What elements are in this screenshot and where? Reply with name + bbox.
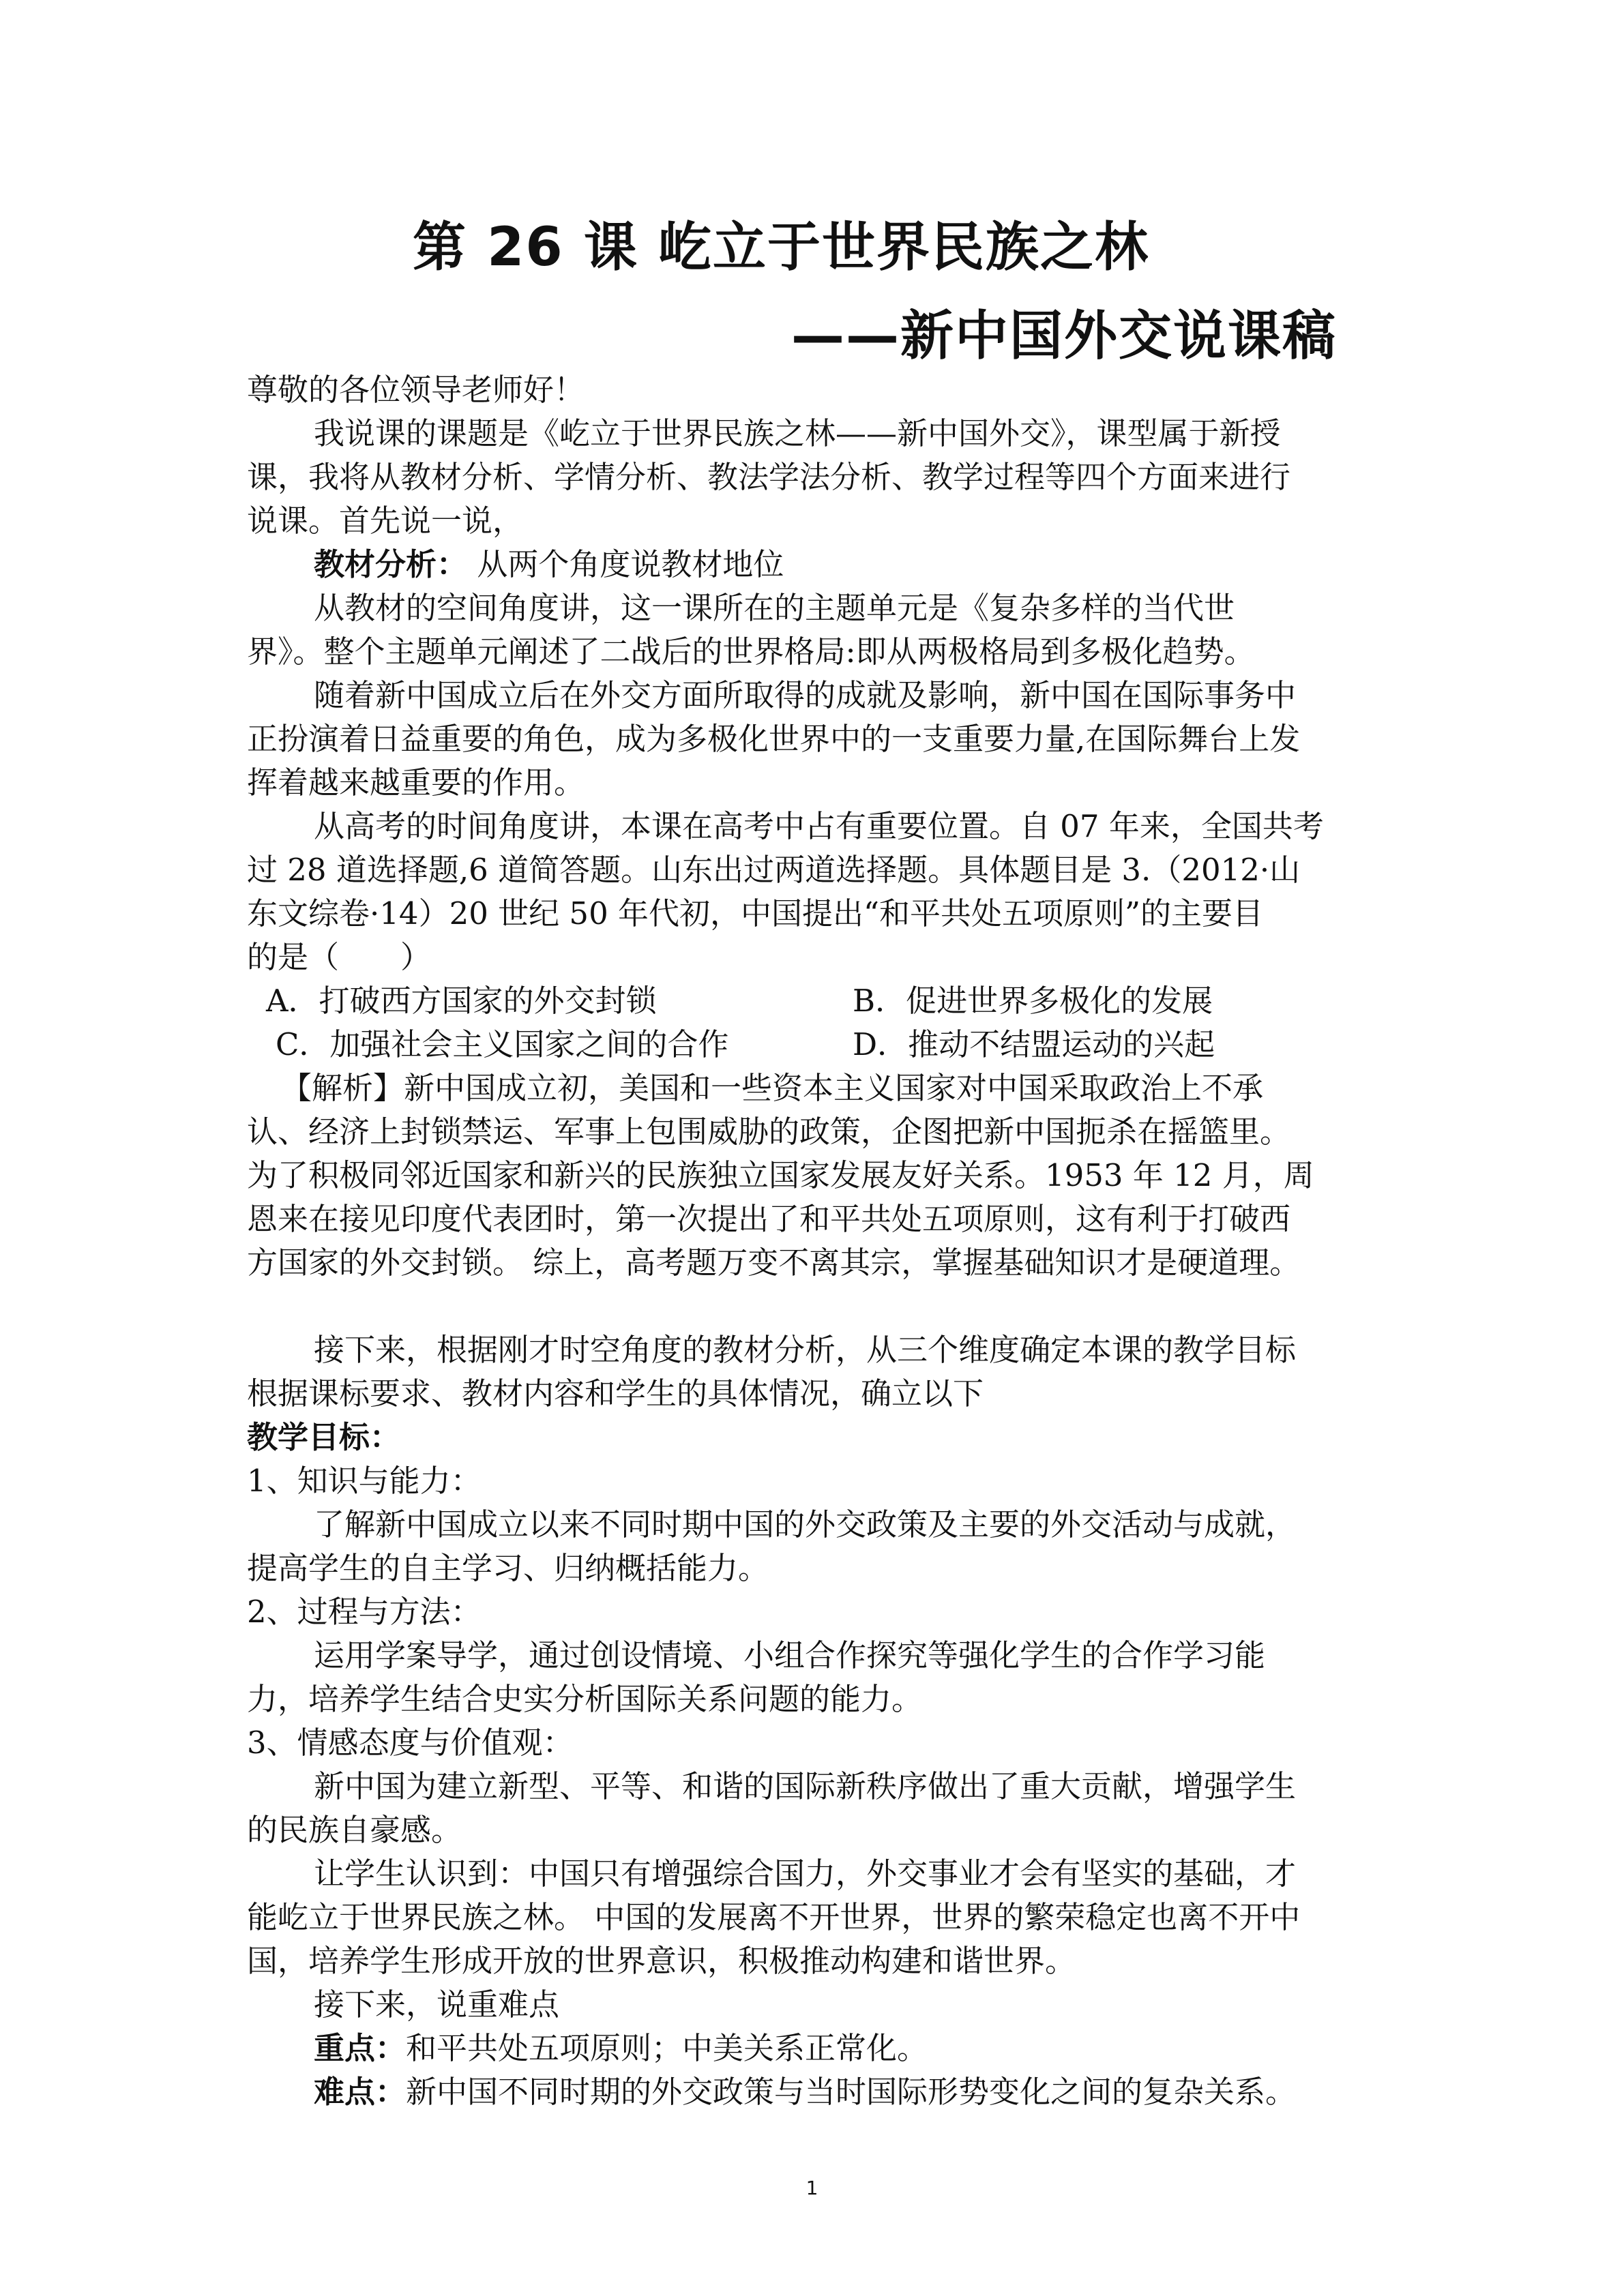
intro-line: 我说课的课题是《屹立于世界民族之林——新中国外交》，课型属于新授 <box>314 415 1281 451</box>
intro-line: 课，我将从教材分析、学情分析、教法学法分析、教学过程等四个方面来进行 <box>247 459 1291 495</box>
option-d: D．推动不结盟运动的兴起 <box>853 1026 1215 1062</box>
analysis-line: 恩来在接见印度代表团时，第一次提出了和平共处五项原则，这有利于打破西 <box>247 1201 1291 1237</box>
transition-line: 接下来，根据刚才时空角度的教材分析，从三个维度确定本课的教学目标 <box>314 1332 1297 1368</box>
material-label: 教材分析： <box>314 546 468 582</box>
document-body <box>247 368 1393 2114</box>
greeting: 尊敬的各位领导老师好！ <box>247 372 585 408</box>
blank-line <box>247 1285 1393 1328</box>
process-text-line: 力，培养学生结合史实分析国际关系问题的能力。 <box>247 1681 923 1717</box>
space-paragraph-line: 界》。整个主题单元阐述了二战后的世界格局:即从两极格局到多极化趋势。 <box>247 633 1255 670</box>
difficult-point-row <box>247 2070 1393 2114</box>
option-b: B．促进世界多极化的发展 <box>853 983 1213 1019</box>
transition-line: 根据课标要求、教材内容和学生的具体情况，确立以下 <box>247 1375 984 1412</box>
emotion-title: 3、情感态度与价值观： <box>247 1725 574 1761</box>
role-paragraph-line: 随着新中国成立后在外交方面所取得的成就及影响，新中国在国际事务中 <box>314 677 1297 713</box>
role-paragraph-line: 挥着越来越重要的作用。 <box>247 764 585 801</box>
role-paragraph-line: 正扮演着日益重要的角色，成为多极化世界中的一支重要力量,在国际舞台上发 <box>247 721 1301 757</box>
analysis-line: 方国家的外交封锁。 综上，高考题万变不离其宗，掌握基础知识才是硬道理。 <box>247 1244 1301 1281</box>
emotion-text-line: 能屹立于世界民族之林。 中国的发展离不开世界，世界的繁荣稳定也离不开中 <box>247 1899 1301 1935</box>
exam-paragraph-line: 的是（ ） <box>247 939 432 975</box>
material-heading <box>247 543 1393 586</box>
emotion-text-line: 让学生认识到：中国只有增强综合国力，外交事业才会有坚实的基础，才 <box>314 1855 1297 1892</box>
process-title: 2、过程与方法： <box>247 1594 482 1630</box>
key-label: 重点： <box>314 2030 407 2066</box>
goals-heading: 教学目标： <box>247 1419 401 1455</box>
option-a: A．打破西方国家的外交封锁 <box>266 983 657 1019</box>
document-subtitle: ——新中国外交说课稿 <box>791 305 1338 367</box>
options-row <box>247 1023 1393 1067</box>
knowledge-text-line: 提高学生的自主学习、归纳概括能力。 <box>247 1550 769 1586</box>
analysis-line: 【解析】新中国成立初，美国和一些资本主义国家对中国采取政治上不承 <box>281 1070 1264 1106</box>
material-text: 从两个角度说教材地位 <box>477 546 784 582</box>
intro-line: 说课。首先说一说， <box>247 503 524 539</box>
exam-paragraph-line: 东文综卷·14）20 世纪 50 年代初，中国提出“和平共处五项原则”的主要目 <box>247 895 1264 931</box>
analysis-line: 认、经济上封锁禁运、军事上包围威胁的政策，企图把新中国扼杀在摇篮里。 <box>247 1114 1291 1150</box>
key-point-row <box>247 2027 1393 2070</box>
analysis-line: 为了积极同邻近国家和新兴的民族独立国家发展友好关系。1953 年 12 月，周 <box>247 1157 1314 1193</box>
exam-paragraph-line: 过 28 道选择题,6 道简答题。山东出过两道选择题。具体题目是 3.（2012·山 <box>247 852 1301 888</box>
difficult-label: 难点： <box>314 2074 407 2110</box>
emotion-text-line: 的民族自豪感。 <box>247 1812 462 1848</box>
space-paragraph-line: 从教材的空间角度讲，这一课所在的主题单元是《复杂多样的当代世 <box>314 590 1235 626</box>
emotion-text-line: 国，培养学生形成开放的世界意识，积极推动构建和谐世界。 <box>247 1943 1076 1979</box>
document-title: 第 26 课 屹立于世界民族之林 <box>413 217 1150 278</box>
key-points-intro: 接下来，说重难点 <box>314 1986 560 2023</box>
exam-paragraph-line: 从高考的时间角度讲，本课在高考中占有重要位置。自 07 年来，全国共考 <box>314 808 1324 844</box>
options-row <box>247 979 1393 1023</box>
emotion-text-line: 新中国为建立新型、平等、和谐的国际新秩序做出了重大贡献，增强学生 <box>314 1768 1297 1804</box>
knowledge-title: 1、知识与能力： <box>247 1463 482 1499</box>
page-number: 1 <box>806 2177 818 2199</box>
knowledge-text-line: 了解新中国成立以来不同时期中国的外交政策及主要的外交活动与成就， <box>314 1506 1297 1542</box>
option-c: C．加强社会主义国家之间的合作 <box>276 1026 729 1062</box>
process-text-line: 运用学案导学，通过创设情境、小组合作探究等强化学生的合作学习能 <box>314 1637 1266 1673</box>
key-text: 和平共处五项原则；中美关系正常化。 <box>406 2030 928 2066</box>
difficult-text: 新中国不同时期的外交政策与当时国际形势变化之间的复杂关系。 <box>406 2074 1297 2110</box>
